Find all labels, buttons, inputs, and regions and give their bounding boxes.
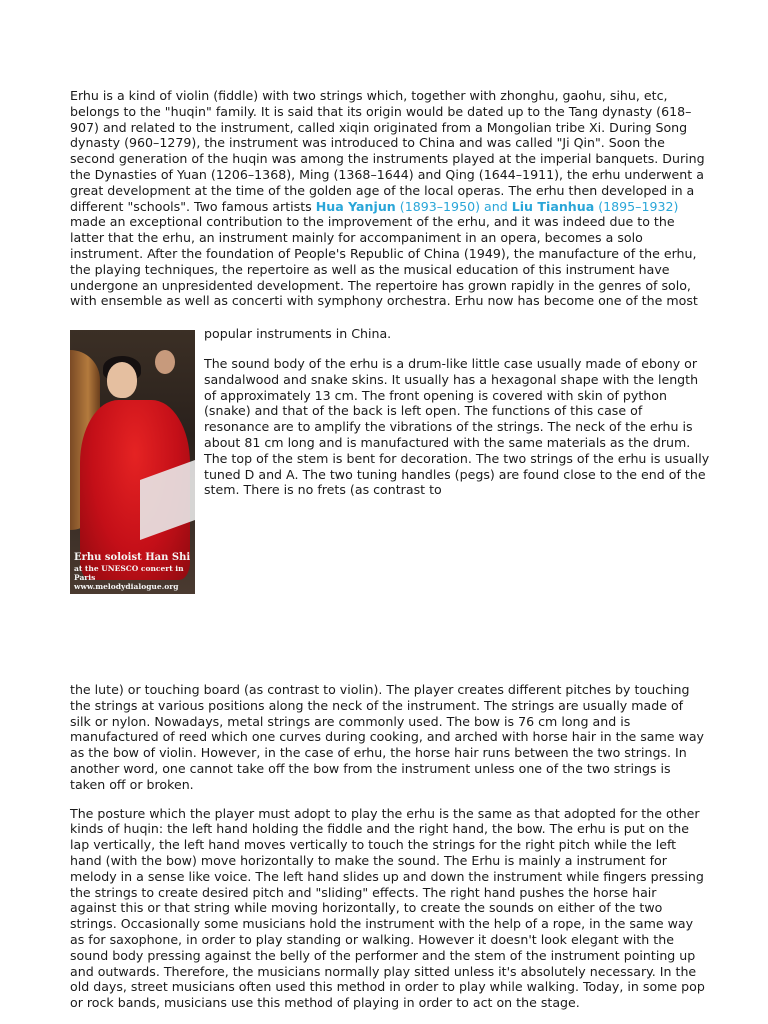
erhu-soloist-photo <box>70 330 195 594</box>
photo-caption: Erhu soloist Han Shi at the UNESCO concert in Paris www.melodydialogue.org <box>74 552 191 591</box>
paragraph-2-continued: the lute) or touching board (as contrast to violin). The player creates different pitches by touching the strings at various positions along the neck of the instrument. The strings are usually made of silk or nylon. Nowadays, metal strings are commonly used. The bow is 76 cm long and is manufactured of reed which one curves during cooking, and arched with horse hair in the same way as the bow of violin. However, in the case of erhu, the horse hair runs between the two strings. In another word, one cannot take off the bow from the instrument unless one of the two strings is taken off or broken. <box>70 682 705 792</box>
link-hua-yanjun[interactable]: Hua Yanjun (1893–1950) and Liu Tianhua (1895–1932) <box>315 198 679 214</box>
article-top <box>70 88 706 309</box>
paragraph-1-text-b: made an exceptional contribution to the improvement of the erhu, and it was indeed due to the latter that the erhu, an instrument mainly for accompaniment in an opera, becomes a solo instrument. After the foundation of People's Republic of China (1949), the manufacture of the erhu, the playing techniques, the repertoire as well as the musical education of this instrument have undergone an unpresidented development. The repertoire has grown rapidly in the genres of solo, with ensemble as well as concerti with symphony orchestra. Erhu now has become one of the most <box>70 214 698 309</box>
paragraph-3: The posture which the player must adopt to play the erhu is the same as that adopted for the other kinds of huqin: the left hand holding the fiddle and the right hand, the bow. The erhu is put on the lap vertically, the left hand moves vertically to touch the strings for the right pitch while the left hand (with the bow) move horizontally to make the sound. The Erhu is mainly a instrument for melody in a sense like voice. The left hand slides up and down the instrument while fingers pressing the strings to create desired pitch and "sliding" effects. The right hand pushes the horse hair against this or that string while moving horizontally, to create the sounds on either of the two strings. Occasionally some musicians hold the instrument with the help of a rope, in the same way as for saxophone, in order to play standing or walking. However it doesn't look elegant with the sound body pressing against the belly of the performer and the stem of the instrument pointing up and outwards. Therefore, the musicians normally play sitted unless it's absolutely necessary. In the old days, street musicians often used this method in order to play while walking. Today, in some pop or rock bands, musicians use this method of playing in order to act on the stage. <box>70 805 705 1011</box>
paragraph-1-end: popular instruments in China. <box>204 326 392 341</box>
article-bottom <box>70 682 706 1011</box>
paragraph-1 <box>70 88 706 309</box>
link-liu-tianhua[interactable]: Liu Tianhua <box>511 198 595 214</box>
paragraph-1-text-a: Erhu is a kind of violin (fiddle) with two strings which, together with zhonghu, gaohu, sihu, etc, belongs to the "huqin" family. It is said that its origin would be dated up to the Tang dynasty (618–907) and related to the instrument, called xiqin originated from a Mongolian tribe Xi. During Song dynasty (960–1279), the instrument was introduced to China and was called "Ji Qin". Soon the second generation of the huqin was among the instruments played at the imperial banquets. During the Dynasties of Yuan (1206–1368), Ming (1368–1644) and Qing (1644–1911), the erhu underwent a great development at the time of the golden age of the local operas. The erhu then developed in a different "schools". Two famous artists <box>70 88 705 214</box>
paragraph-2-top: The sound body of the erhu is a drum-like little case usually made of ebony or sandalwood and snake skins. It usually has a hexagonal shape with the length of approximately 13 cm. The front opening is covered with skin of python (snake) and that of the back is left open. The functions of this case of resonance are to amplify the vibrations of the strings. The neck of the erhu is about 81 cm long and is manufactured with the same materials as the drum. The top of the stem is bent for decoration. The two strings of the erhu is usually tuned D and A. The two tuning handles (pegs) are found close to the end of the stem. There is no frets (as contrast to <box>204 356 710 498</box>
